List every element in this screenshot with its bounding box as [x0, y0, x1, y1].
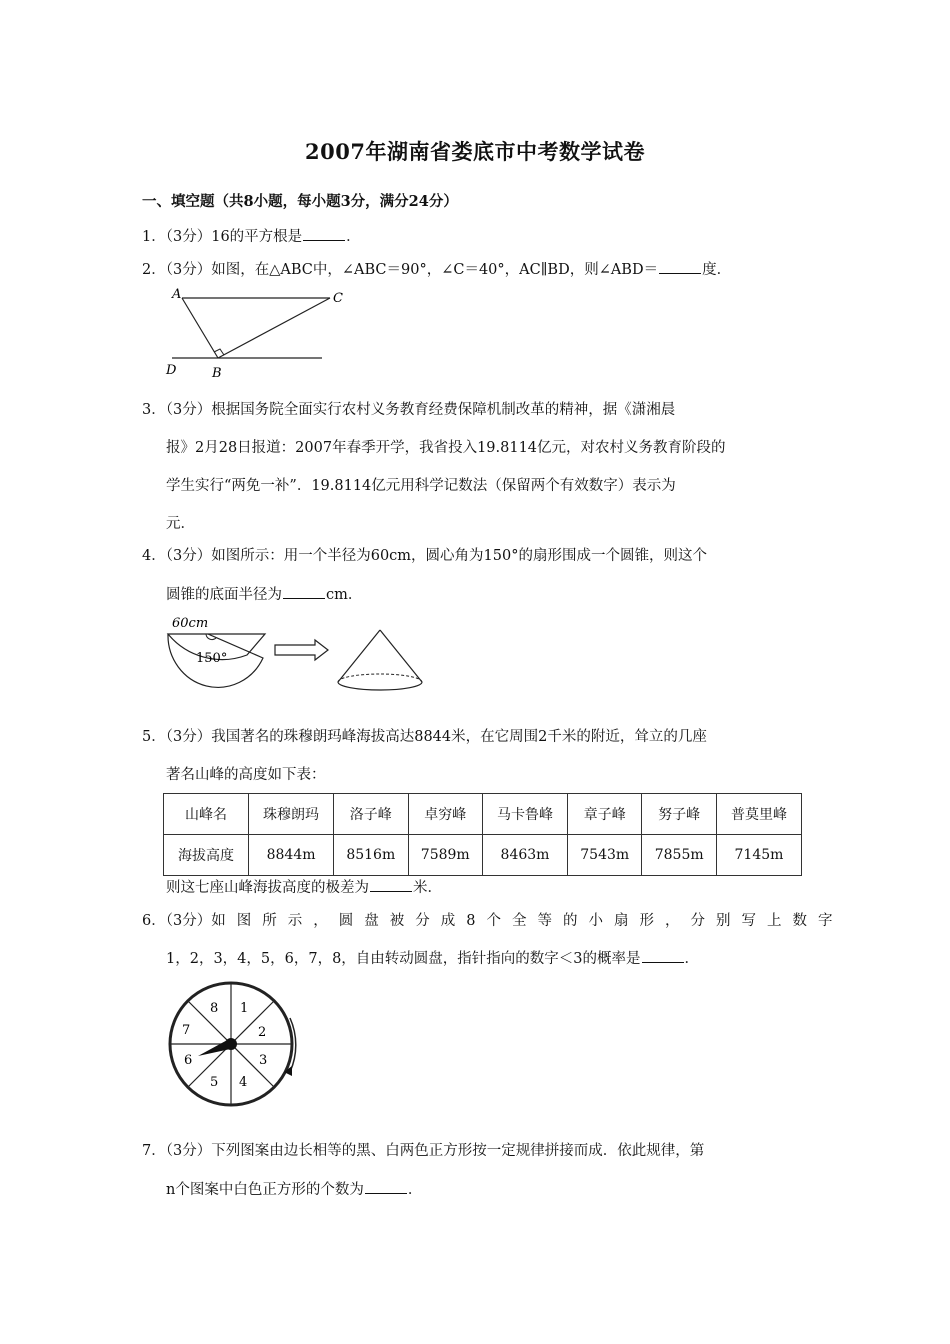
question-score: （3分） — [165, 548, 212, 564]
answer-blank[interactable] — [303, 226, 345, 241]
question-number: 7． — [142, 1143, 166, 1159]
table-cell: 洛子峰 — [334, 794, 408, 835]
question-number: 4． — [142, 548, 166, 564]
question-text: 则这七座山峰海拔高度的极差为 — [166, 880, 369, 896]
table-cell: 章子峰 — [568, 794, 642, 835]
question-5 — [142, 727, 707, 747]
table-cell: 8516m — [334, 835, 408, 876]
table-cell: 7543m — [568, 835, 642, 876]
question-6 — [142, 911, 843, 931]
question-3-line-2: 报》2月28日报道：2007年春季开学，我省投入19.8114亿元，对农村义务教育阶段的 — [166, 440, 726, 456]
question-7 — [142, 1141, 704, 1161]
question-score: （3分） — [165, 729, 212, 745]
question-text: 1，2，3，4，5，6，7，8，自由转动圆盘，指针指向的数字＜3的概率是 — [166, 951, 641, 967]
radius-label: 60cm — [172, 616, 209, 631]
spinner-digit: 6 — [184, 1053, 193, 1068]
question-text: 圆锥的底面半径为 — [166, 587, 282, 603]
question-text: 我国著名的珠穆朗玛峰海拔高达8844米，在它周围2千米的附近，耸立的几座 — [211, 729, 707, 745]
question-3-line-4: 元． — [166, 516, 195, 532]
question-text-end: 度． — [702, 262, 732, 278]
question-text: 如图所示：用一个半径为60cm，圆心角为150°的扇形围成一个圆锥，则这个 — [211, 548, 707, 564]
table-cell: 7145m — [716, 835, 801, 876]
question-number: 6． — [142, 913, 166, 929]
spinner-digit: 1 — [240, 1001, 249, 1016]
question-score: （3分） — [165, 229, 212, 245]
question-text: n个图案中白色正方形的个数为 — [166, 1182, 364, 1198]
label-a: A — [172, 287, 182, 302]
table-cell: 7855m — [642, 835, 716, 876]
question-text: 根据国务院全面实行农村义务教育经费保障机制改革的精神，据《潇湘晨 — [211, 402, 676, 418]
table-cell: 卓穷峰 — [408, 794, 482, 835]
spinner-digit: 7 — [182, 1023, 191, 1038]
question-score: （3分） — [165, 402, 212, 418]
spinner-digit: 2 — [258, 1025, 267, 1040]
answer-blank[interactable] — [659, 259, 701, 274]
spinner-digit: 4 — [239, 1075, 248, 1090]
table-cell: 8844m — [249, 835, 334, 876]
table-cell: 普莫里峰 — [716, 794, 801, 835]
question-text-end: ． — [407, 1182, 423, 1198]
sector-cone-figure — [160, 612, 440, 702]
table-cell: 海拔高度 — [164, 835, 249, 876]
spinner-digit: 3 — [259, 1053, 268, 1068]
question-2 — [142, 259, 731, 280]
question-text-end: ． — [684, 951, 700, 967]
question-text-end: cm． — [326, 587, 363, 603]
section-heading: 一、填空题（共8小题，每小题3分，满分24分） — [142, 193, 458, 210]
table-cell: 努子峰 — [642, 794, 716, 835]
triangle-figure — [160, 284, 350, 384]
answer-blank[interactable] — [370, 877, 412, 892]
question-number: 1． — [142, 229, 166, 245]
spinner-digit: 8 — [210, 1001, 219, 1016]
question-3-line-3: 学生实行“两免一补”．19.8114亿元用科学记数法（保留两个有效数字）表示为 — [166, 478, 676, 494]
table-row — [164, 835, 802, 876]
question-5-after — [166, 877, 442, 898]
label-d: D — [166, 363, 177, 378]
question-7-line-2 — [166, 1179, 422, 1200]
table-cell: 马卡鲁峰 — [482, 794, 567, 835]
question-text-end: 米． — [413, 880, 442, 896]
question-4-line-2 — [166, 584, 362, 605]
answer-blank[interactable] — [283, 584, 325, 599]
question-text: 16的平方根是 — [211, 229, 303, 245]
question-score: （3分） — [165, 262, 212, 278]
question-5-line-2: 著名山峰的高度如下表： — [166, 767, 326, 783]
table-cell: 山峰名 — [164, 794, 249, 835]
question-3 — [142, 400, 675, 420]
answer-blank[interactable] — [365, 1179, 407, 1194]
table-cell: 8463m — [482, 835, 567, 876]
question-number: 3． — [142, 402, 166, 418]
question-text-end: ． — [346, 229, 361, 245]
question-6-line-2 — [166, 948, 699, 969]
question-number: 2． — [142, 262, 166, 278]
angle-label: 150° — [196, 651, 228, 666]
table-cell: 珠穆朗玛 — [249, 794, 334, 835]
spinner-figure — [162, 976, 312, 1110]
question-text: 下列图案由边长相等的黑、白两色正方形按一定规律拼接而成．依此规律，第 — [211, 1143, 705, 1159]
question-text: 如图所示，圆盘被分成8个全等的小扇形，分别写上数字 — [211, 913, 844, 929]
question-number: 5． — [142, 729, 166, 745]
answer-blank[interactable] — [642, 948, 684, 963]
mountain-height-table — [163, 793, 802, 876]
label-c: C — [333, 291, 343, 306]
table-header-row — [164, 794, 802, 835]
table-cell: 7589m — [408, 835, 482, 876]
spinner-digit: 5 — [210, 1075, 219, 1090]
question-score: （3分） — [165, 1143, 212, 1159]
question-score: （3分） — [165, 913, 212, 929]
question-text: 如图，在△ABC中，∠ABC＝90°，∠C＝40°，AC∥BD，则∠ABD＝ — [211, 262, 659, 278]
question-4 — [142, 546, 707, 566]
question-1 — [142, 226, 361, 247]
page-title: 2007年湖南省娄底市中考数学试卷 — [305, 139, 645, 164]
label-b: B — [212, 366, 222, 381]
